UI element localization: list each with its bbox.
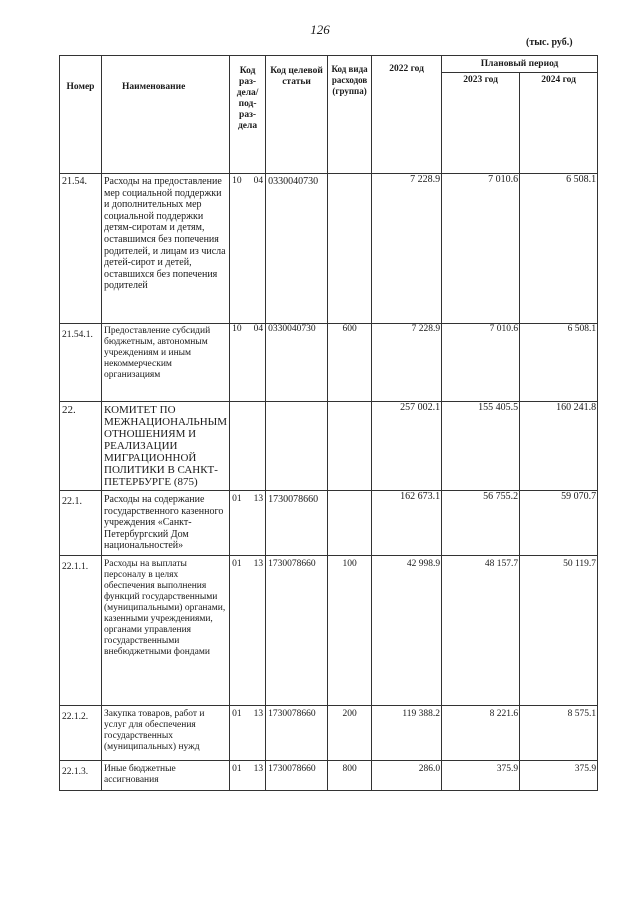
row-2022: 257 002.1	[372, 402, 442, 491]
row-target: 1730078660	[266, 706, 328, 761]
row-number: 21.54.	[60, 174, 102, 324]
table-row	[60, 491, 598, 556]
row-expense: 100	[328, 556, 372, 706]
row-number: 21.54.1.	[60, 324, 102, 402]
row-2024: 375.9	[520, 761, 598, 791]
header-2024: 2024 год	[520, 73, 598, 174]
header-name: Наименование	[102, 56, 230, 174]
header-num: Номер	[60, 56, 102, 174]
row-section: 10 04	[230, 174, 266, 324]
row-2024: 59 070.7	[520, 491, 598, 556]
row-target: 0330040730	[266, 324, 328, 402]
row-expense	[328, 174, 372, 324]
row-2024: 50 119.7	[520, 556, 598, 706]
header-2023: 2023 год	[442, 73, 520, 174]
row-name: Расходы на выплаты персоналу в целях обеспечения выполнения функций государственными (муниципальными) органами, казенными учреждениями, органами управления государственными внебюджетными фондами	[102, 556, 230, 706]
row-number: 22.	[60, 402, 102, 491]
row-expense: 200	[328, 706, 372, 761]
header-expense: Код вида расходов (группа)	[328, 56, 372, 174]
row-number: 22.1.2.	[60, 706, 102, 761]
row-number: 22.1.3.	[60, 761, 102, 791]
row-section: 01 13	[230, 706, 266, 761]
row-name: Расходы на содержание государственного казенного учреждения «Санкт-Петербургский Дом национальностей»	[102, 491, 230, 556]
row-target	[266, 402, 328, 491]
table-row	[60, 174, 598, 324]
row-2022: 162 673.1	[372, 491, 442, 556]
row-name: КОМИТЕТ ПО МЕЖНАЦИОНАЛЬНЫМ ОТНОШЕНИЯМ И РЕАЛИЗАЦИИ МИГРАЦИОННОЙ ПОЛИТИКИ В САНКТ-ПЕТЕРБУРГЕ (875)	[102, 402, 230, 491]
header-2022: 2022 год	[372, 56, 442, 174]
row-target: 1730078660	[266, 556, 328, 706]
row-2024: 8 575.1	[520, 706, 598, 761]
row-section: 01 13	[230, 491, 266, 556]
header-section: Код раз- дела/ под- раз- дела	[230, 56, 266, 174]
row-section: 10 04	[230, 324, 266, 402]
page-number: 126	[310, 22, 330, 37]
row-target: 0330040730	[266, 174, 328, 324]
row-section: 01 13	[230, 556, 266, 706]
table-row	[60, 324, 598, 402]
row-section	[230, 402, 266, 491]
row-expense: 600	[328, 324, 372, 402]
row-2024: 6 508.1	[520, 324, 598, 402]
row-2022: 42 998.9	[372, 556, 442, 706]
row-2023: 155 405.5	[442, 402, 520, 491]
row-name: Предоставление субсидий бюджетным, автономным учреждениям и иным некоммерческим организациям	[102, 324, 230, 402]
row-name: Иные бюджетные ассигнования	[102, 761, 230, 791]
row-2024: 6 508.1	[520, 174, 598, 324]
row-2022: 119 388.2	[372, 706, 442, 761]
row-target: 1730078660	[266, 761, 328, 791]
row-2022: 7 228.9	[372, 324, 442, 402]
table-row	[60, 556, 598, 706]
table-row	[60, 761, 598, 791]
table-row	[60, 402, 598, 491]
row-number: 22.1.1.	[60, 556, 102, 706]
row-expense	[328, 491, 372, 556]
header-target: Код целевой статьи	[266, 56, 328, 174]
row-expense	[328, 402, 372, 491]
budget-table	[59, 55, 598, 791]
row-2023: 375.9	[442, 761, 520, 791]
row-number: 22.1.	[60, 491, 102, 556]
row-2022: 7 228.9	[372, 174, 442, 324]
header-planned: Плановый период	[442, 56, 598, 73]
units-label: (тыс. руб.)	[526, 37, 573, 48]
row-2022: 286.0	[372, 761, 442, 791]
row-2023: 48 157.7	[442, 556, 520, 706]
table-row	[60, 706, 598, 761]
row-2024: 160 241.8	[520, 402, 598, 491]
row-name: Расходы на предоставление мер социальной поддержки и дополнительных мер социальной поддержки детям-сиротам и детям, оставшимся без попечения родителей, и лицам из числа детей-сирот и детей, оставшихся без попечения родителей	[102, 174, 230, 324]
row-2023: 7 010.6	[442, 324, 520, 402]
row-target: 1730078660	[266, 491, 328, 556]
row-name: Закупка товаров, работ и услуг для обеспечения государственных (муниципальных) нужд	[102, 706, 230, 761]
row-section: 01 13	[230, 761, 266, 791]
row-expense: 800	[328, 761, 372, 791]
row-2023: 8 221.6	[442, 706, 520, 761]
row-2023: 7 010.6	[442, 174, 520, 324]
row-2023: 56 755.2	[442, 491, 520, 556]
